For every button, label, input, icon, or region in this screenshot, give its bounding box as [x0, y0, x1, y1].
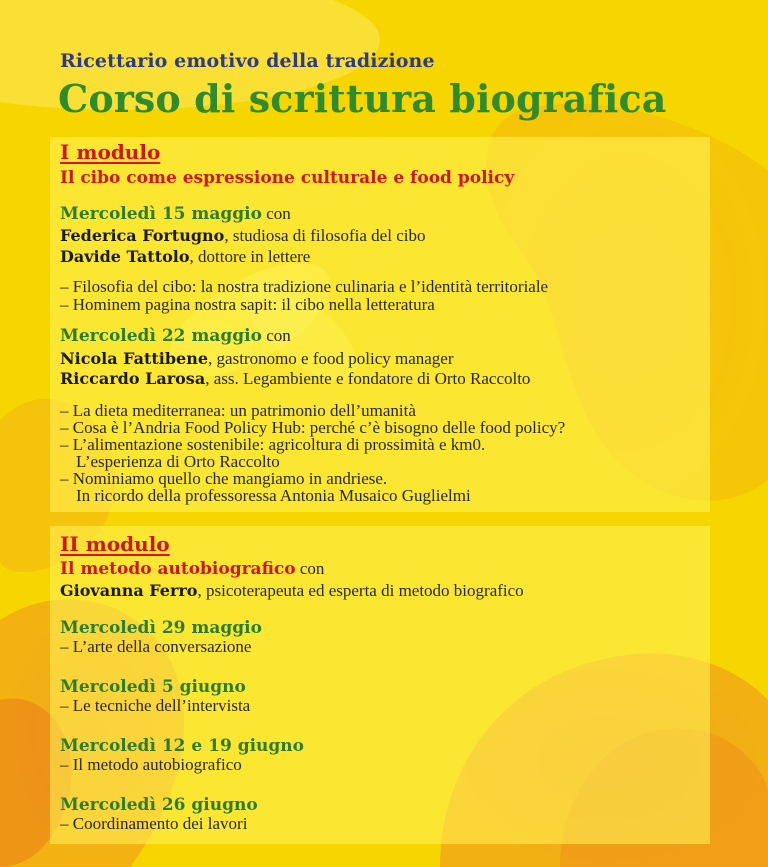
m1-session1-date: Mercoledì 15 maggio [60, 204, 262, 224]
list-item: – Le tecniche dell’intervista [60, 696, 251, 715]
m1-session2-speaker1 [60, 349, 454, 369]
session-date: Mercoledì 29 maggio [60, 618, 262, 638]
list-item: – Filosofia del cibo: la nostra tradizione culinaria e l’identità territoriale [60, 277, 549, 296]
m2-session-date [60, 618, 262, 638]
module1-label: I modulo [60, 140, 161, 164]
list-item: – Hominem pagina nostra sapit: il cibo nella letteratura [60, 295, 435, 314]
session-date: Mercoledì 5 giugno [60, 677, 246, 697]
module2-topic: Il metodo autobiografico [60, 559, 296, 579]
speaker-name: Giovanna Ferro [60, 581, 198, 600]
list-item: L’esperienza di Orto Raccolto [76, 452, 280, 471]
list-item: – Nominiamo quello che mangiamo in andriese. [60, 469, 388, 488]
speaker-role: , studiosa di filosofia del cibo [224, 226, 426, 245]
m1-session1-speaker1 [60, 226, 425, 246]
m1-session2-date: Mercoledì 22 maggio [60, 326, 262, 346]
subtitle: Ricettario emotivo della tradizione [60, 50, 435, 72]
m2-session-date [60, 677, 246, 697]
session-date: Mercoledì 26 giugno [60, 795, 258, 815]
m1-session2-con: con [261, 326, 291, 345]
speaker-name: Nicola Fattibene [60, 349, 209, 368]
module2-speaker [60, 581, 524, 601]
speaker-role: , ass. Legambiente e fondatore di Orto Raccolto [205, 369, 531, 388]
list-item: – L’alimentazione sostenibile: agricoltura di prossimità e km0. [60, 435, 486, 454]
list-item: – Cosa è l’Andria Food Policy Hub: perché c’è bisogno delle food policy? [60, 418, 566, 437]
m1-session2-date-line [60, 326, 291, 346]
speaker-name: Federica Fortugno [60, 226, 225, 245]
list-item: – La dieta mediterranea: un patrimonio dell’umanità [60, 401, 416, 420]
page-title: Corso di scrittura biografica [58, 76, 667, 121]
speaker-name: Riccardo Larosa [60, 369, 206, 388]
m2-session-date [60, 736, 304, 756]
speaker-role: , dottore in lettere [189, 247, 311, 266]
module2-con: con [295, 559, 325, 578]
list-item: – Coordinamento dei lavori [60, 814, 248, 833]
m1-session1-date-line [60, 204, 291, 224]
m1-session1-speaker2 [60, 247, 310, 267]
m1-session1-con: con [261, 204, 291, 223]
speaker-role: , psicoterapeuta ed esperta di metodo biografico [197, 581, 524, 600]
module2-label: II modulo [60, 532, 170, 556]
m1-session2-speaker2 [60, 369, 530, 389]
m2-session-date [60, 795, 258, 815]
speaker-role: , gastronomo e food policy manager [208, 349, 454, 368]
list-item: – Il metodo autobiografico [60, 755, 242, 774]
module2-topic-line [60, 559, 324, 579]
speaker-name: Davide Tattolo [60, 247, 190, 266]
list-item: – L’arte della conversazione [60, 637, 252, 656]
list-item: In ricordo della professoressa Antonia Musaico Guglielmi [76, 486, 471, 505]
session-date: Mercoledì 12 e 19 giugno [60, 736, 304, 756]
module1-topic: Il cibo come espressione culturale e food policy [60, 168, 515, 188]
